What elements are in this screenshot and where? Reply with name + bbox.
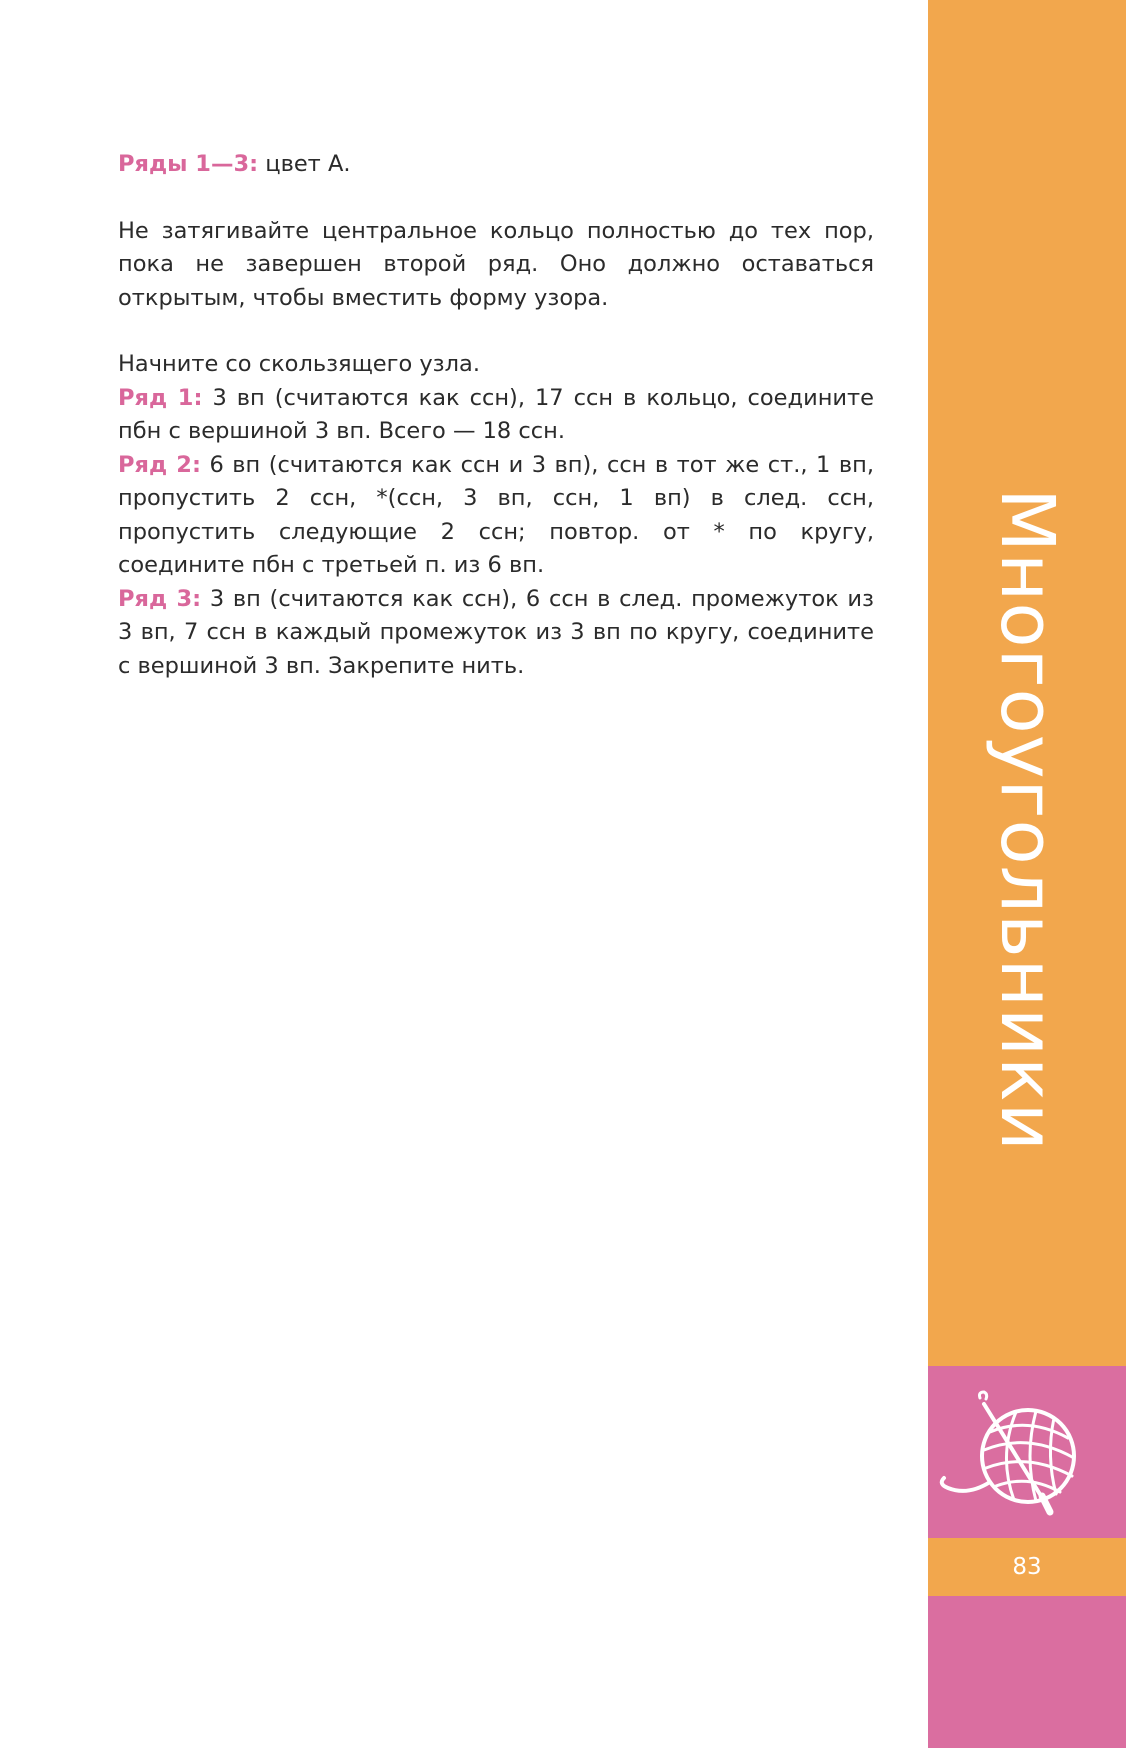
- row-1-instruction: [118, 382, 874, 449]
- row-2-text: 6 вп (считаются как ссн и 3 вп), ссн в тот же ст., 1 вп, пропустить 2 ссн, *(ссн, 3 вп, ссн, 1 вп) в след. ссн, пропустить следующие 2 ссн; повтор. от * по кругу, соедините пбн с третьей п. из 6 вп.: [118, 451, 874, 578]
- note-paragraph: Не затягивайте центральное кольцо полностью до тех пор, пока не завершен второй ряд. Оно должно оставаться открытым, чтобы вместить форму узора.: [118, 217, 874, 311]
- chapter-title-text: Многоугольники: [984, 488, 1070, 1152]
- yarn-ball-crochet-hook-icon: [928, 1366, 1126, 1538]
- row-2-label: Ряд 2:: [118, 451, 201, 478]
- start-instruction: Начните со скользящего узла.: [118, 351, 480, 377]
- rows-heading: [118, 148, 874, 182]
- chapter-sidebar: [928, 0, 1126, 1748]
- row-3-instruction: [118, 583, 874, 684]
- row-2-instruction: [118, 449, 874, 583]
- page-number: 83: [1012, 1554, 1042, 1580]
- chapter-title: [928, 0, 1126, 1366]
- sidebar-pink-bottom-band: [928, 1596, 1126, 1748]
- row-3-label: Ряд 3:: [118, 585, 202, 612]
- row-1-text: 3 вп (считаются как ссн), 17 ссн в кольцо, соедините пбн с вершиной 3 вп. Всего — 18 ссн.: [118, 384, 874, 444]
- main-text: [118, 148, 874, 683]
- rows-heading-label: Ряды 1—3:: [118, 151, 259, 177]
- row-1-label: Ряд 1:: [118, 384, 203, 411]
- rows-heading-text: цвет А.: [258, 151, 351, 177]
- row-3-text: 3 вп (считаются как ссн), 6 ссн в след. промежуток из 3 вп, 7 ссн в каждый промежуток из 3 вп по кругу, соедините с вершиной 3 вп. Закрепите нить.: [118, 585, 874, 679]
